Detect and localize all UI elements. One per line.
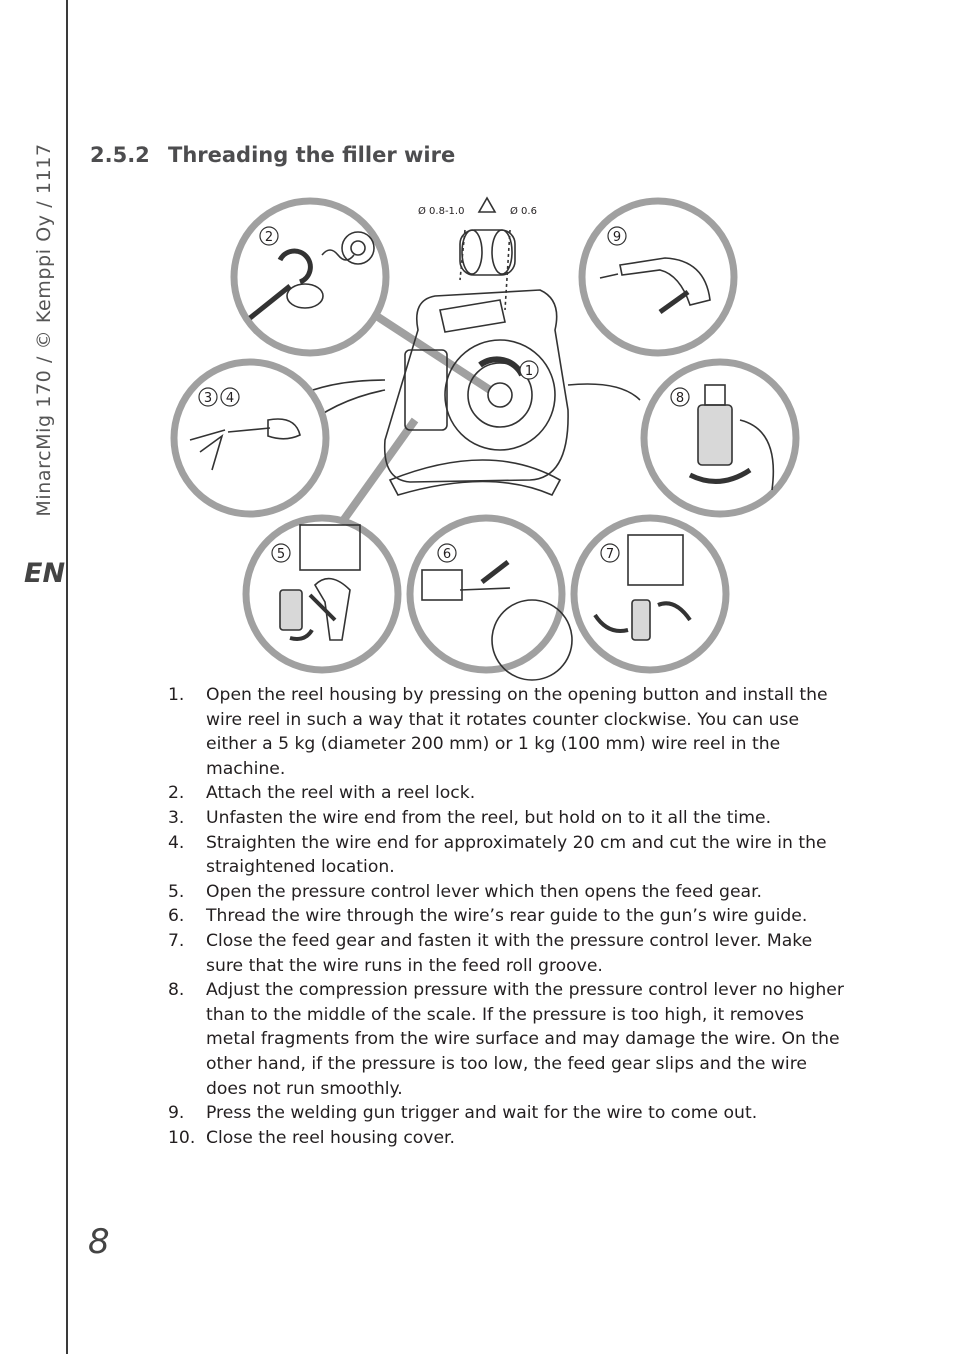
list-item: 10. Close the reel housing cover.	[168, 1127, 455, 1148]
callout-1: 1	[524, 364, 534, 379]
list-item: 9. Press the welding gun trigger and wait for the wire to come out.	[168, 1103, 758, 1124]
detail-circle-9	[582, 201, 734, 353]
callout-5: 5	[276, 547, 286, 562]
detail-circle-2	[234, 201, 386, 353]
list-item: 1. Open the reel housing by pressing on the opening button and install the wire reel in such a way that it rotates counter clockwise. You can use either a 5 kg (diameter 200 mm) or 1 kg (100 mm) wire reel in the machine.	[168, 685, 828, 779]
list-item: 4. Straighten the wire end for approximately 20 cm and cut the wire in the straightened location.	[168, 832, 827, 878]
detail-circle-5	[246, 518, 398, 670]
list-item: 2. Attach the reel with a reel lock.	[168, 783, 476, 804]
list-item: 3. Unfasten the wire end from the reel, but hold on to it all the time.	[168, 807, 772, 828]
language-tag: EN	[24, 558, 66, 589]
list-item: 5. Open the pressure control lever which then opens the feed gear.	[168, 881, 763, 902]
detail-circle-7	[574, 518, 726, 670]
detail-circle-8	[644, 362, 796, 514]
callout-8: 8	[675, 391, 685, 406]
margin-rule	[66, 0, 68, 1354]
running-header: MinarcMig 170 / © Kemppi Oy / 1117	[33, 143, 55, 517]
wire-threading-illustration	[160, 190, 820, 690]
section-number: 2.5.2	[90, 143, 150, 167]
detail-circle-6	[410, 518, 572, 680]
detail-circle-3-4	[174, 362, 326, 514]
callout-9: 9	[612, 230, 622, 245]
list-item: 8. Adjust the compression pressure with the pressure control lever no higher than to the middle of the scale. If the pressure is too high, it removes metal fragments from the wire surface and may damage the wire. On the other hand, if the pressure is too low, the feed gear slips and the wire does not run smoothly.	[168, 980, 844, 1099]
section-title: Threading the filler wire	[168, 143, 456, 167]
threading-steps-list	[168, 683, 848, 1150]
page-number: 8	[88, 1222, 110, 1262]
callout-7: 7	[605, 547, 615, 562]
callout-2: 2	[264, 230, 274, 245]
wire-diameter-label-large: Ø 0.8-1.0	[418, 206, 465, 217]
list-item: 6. Thread the wire through the wire’s rear guide to the gun’s wire guide.	[168, 906, 808, 927]
wire-diameter-label-small: Ø 0.6	[510, 206, 537, 217]
callout-3: 3	[203, 391, 213, 406]
list-item: 7. Close the feed gear and fasten it with the pressure control lever. Make sure that the wire runs in the feed roll groove.	[168, 930, 813, 976]
callout-6: 6	[442, 547, 452, 562]
section-heading	[90, 143, 455, 167]
callout-4: 4	[225, 391, 235, 406]
